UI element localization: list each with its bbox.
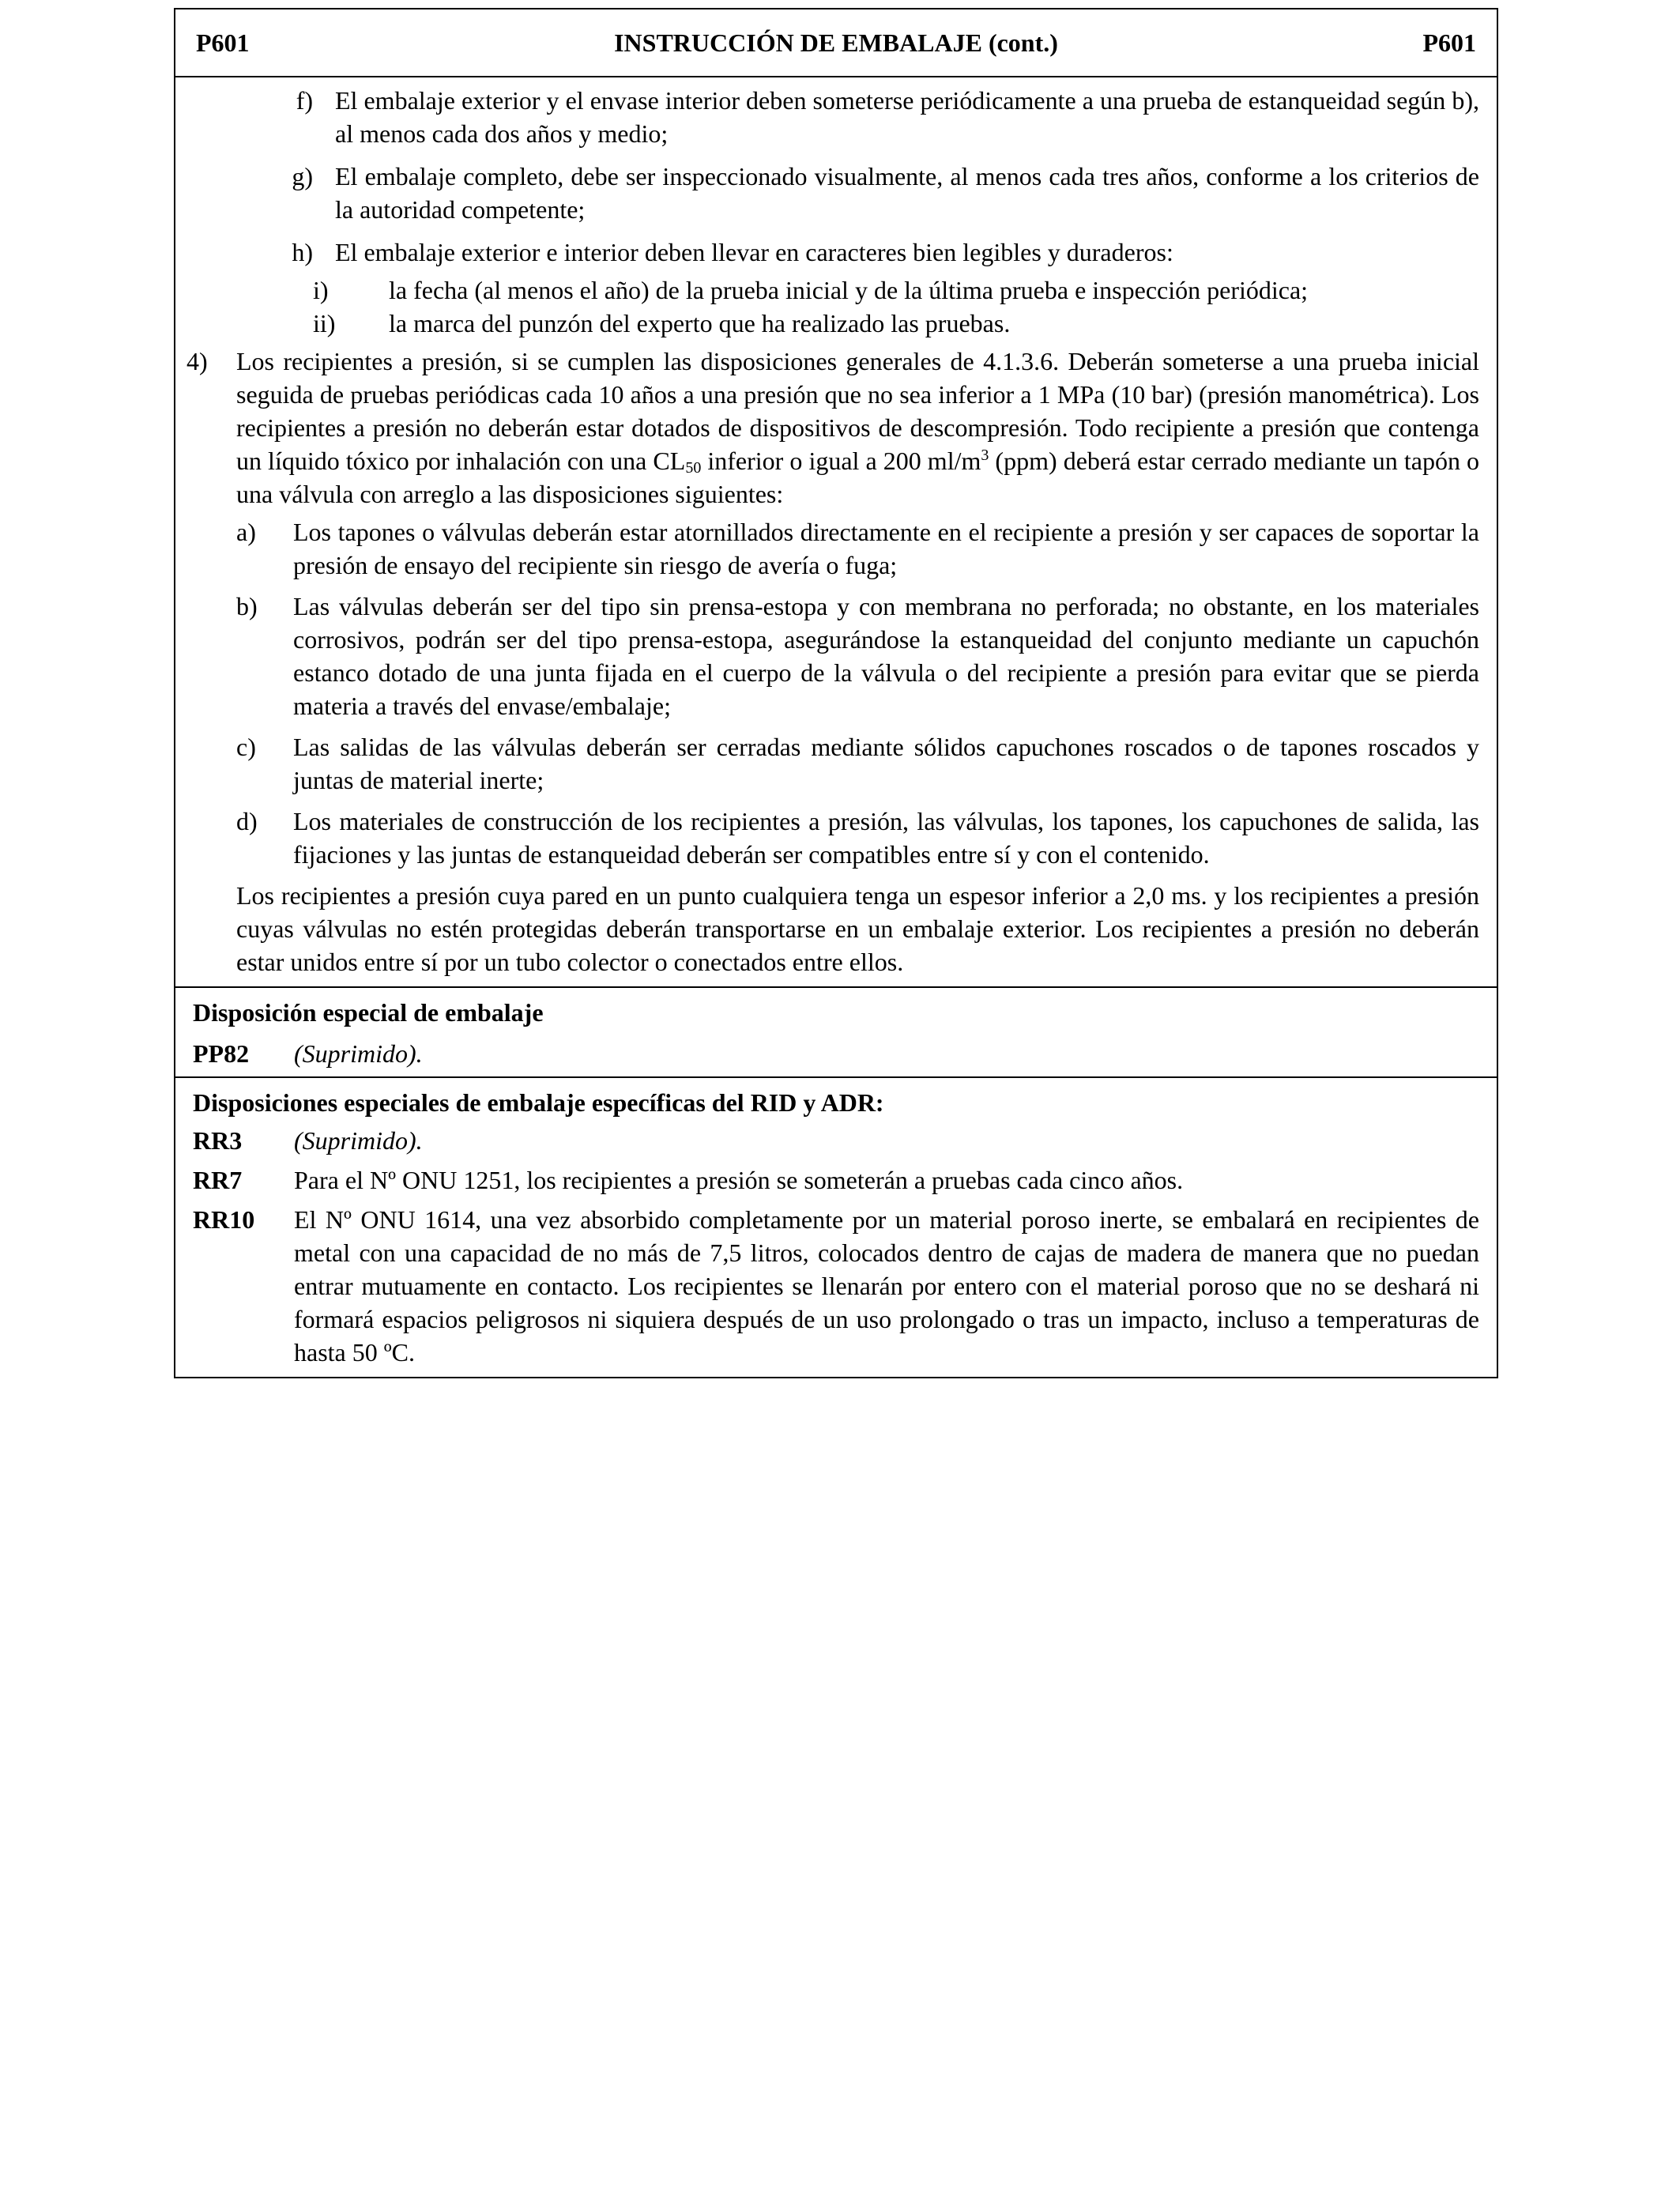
item-text: Los tapones o válvulas deberán estar atornillados directamente en el recipiente a presión y ser capaces de soportar la presión de ensayo del recipiente sin riesgo de avería o fuga; (293, 518, 1479, 579)
item4-text-part: (ppm) deberá estar cerrado mediante un tapón o una válvula con arreglo a las disposiciones siguientes: (236, 447, 1480, 508)
item-label: ii) (313, 309, 336, 337)
special-provision-section (175, 988, 1497, 1078)
provision-code: RR10 (193, 1205, 255, 1234)
provision-code: RR7 (193, 1166, 243, 1194)
item-label: a) (236, 518, 256, 546)
item-label: i) (313, 276, 329, 304)
list-item-ii (313, 307, 1479, 340)
item-text: El embalaje exterior y el envase interior deben someterse periódicamente a una prueba de estanqueidad según b), al menos cada dos años y medio; (335, 86, 1479, 148)
item-text: la marca del punzón del experto que ha realizado las pruebas. (389, 309, 1011, 337)
list-item-f (266, 84, 1479, 150)
section-heading: Disposición especial de embalaje (193, 998, 544, 1027)
packing-instruction-table (174, 8, 1498, 1378)
section-heading: Disposiciones especiales de embalaje específicas del RID y ADR: (193, 1088, 884, 1117)
provision-code: PP82 (193, 1039, 250, 1068)
superscript-3: 3 (981, 447, 989, 464)
provision-text: (Suprimido). (294, 1126, 423, 1155)
header-code-left: P601 (196, 28, 250, 57)
provision-text: El Nº ONU 1614, una vez absorbido completamente por un material poroso inerte, se embalará en recipientes de metal con una capacidad de no más de 7,5 litros, colocados dentro de cajas de madera de manera que no puedan entrar mutuamente en contacto. Los recipientes se llenarán por entero con el material poroso que no se deshará ni formará espacios peligrosos ni siquiera después de un uso prolongado o tras un impacto, incluso a temperaturas de hasta 50 ºC. (294, 1205, 1479, 1367)
list-item-b (236, 590, 1479, 722)
item-text: El embalaje completo, debe ser inspeccionado visualmente, al menos cada tres años, conforme a los criterios de la autoridad competente; (335, 162, 1479, 224)
list-item-g (266, 160, 1479, 226)
header-title: INSTRUCCIÓN DE EMBALAJE (cont.) (614, 28, 1058, 57)
subscript-50: 50 (685, 459, 702, 477)
item-text: la fecha (al menos el año) de la prueba inicial y de la última prueba e inspección periódica; (389, 276, 1309, 304)
item-label: d) (236, 807, 258, 835)
provision-row-pp82 (193, 1037, 1479, 1070)
closing-paragraph: Los recipientes a presión cuya pared en un punto cualquiera tenga un espesor inferior a 2,0 ms. y los recipientes a presión cuyas válvulas no estén protegidas deberán transportarse en un embalaje exterior. Los recipientes a presión no deberán estar unidos entre sí por un tubo colector o conectados entre ellos. (236, 881, 1479, 976)
provision-row-rr7 (193, 1163, 1479, 1197)
item-label: b) (236, 592, 258, 620)
item4-text-part: Los recipientes a presión, si se cumplen las disposiciones generales de 4.1.3.6. Deberán someterse a una prueba inicial seguida de pruebas periódicas cada 10 años a una presión que no sea inferior a 1 MPa (10 bar) (presión manométrica). Los recipientes a presión no deberán estar dotados de dispositivos de descompresión. Todo recipiente a presión que contenga un líquido tóxico por inhalación con una CL (236, 347, 1479, 475)
list-item-a (236, 515, 1479, 582)
item-text (236, 345, 1479, 511)
item-label: f) (296, 86, 313, 115)
list-item-4 (186, 345, 1479, 511)
rid-adr-provisions-section (175, 1078, 1497, 1377)
item-label: c) (236, 733, 256, 761)
item-label: g) (292, 162, 313, 190)
item-text: Las válvulas deberán ser del tipo sin prensa-estopa y con membrana no perforada; no obstante, en los materiales corrosivos, podrán ser del tipo prensa-estopa, asegurándose la estanqueidad del conjunto mediante un capuchón estanco dotado de una junta fijada en el cuerpo de la válvula o del recipiente a presión para evitar que se pierda materia a través del envase/embalaje; (293, 592, 1479, 720)
item-label: 4) (186, 347, 208, 375)
main-provisions (175, 77, 1497, 988)
list-item-h (266, 236, 1479, 269)
header-code-right: P601 (1422, 28, 1476, 57)
provision-row-rr3 (193, 1124, 1479, 1157)
provision-text: Para el Nº ONU 1251, los recipientes a presión se someterán a pruebas cada cinco años. (294, 1166, 1184, 1194)
table-header (175, 9, 1497, 77)
list-item-i (313, 273, 1479, 307)
item-text: Las salidas de las válvulas deberán ser cerradas mediante sólidos capuchones roscados o de tapones roscados y juntas de material inerte; (293, 733, 1479, 794)
list-item-d (236, 805, 1479, 871)
provision-text: (Suprimido). (294, 1039, 423, 1068)
item-text: Los materiales de construcción de los recipientes a presión, las válvulas, los tapones, los capuchones de salida, las fijaciones y las juntas de estanqueidad deberán ser compatibles entre sí y con el contenido. (293, 807, 1479, 869)
item-label: h) (292, 238, 313, 266)
provision-code: RR3 (193, 1126, 243, 1155)
item-text: El embalaje exterior e interior deben llevar en caracteres bien legibles y duraderos: (335, 238, 1173, 266)
item4-text-part: inferior o igual a 200 ml/m (701, 447, 981, 475)
list-item-c (236, 730, 1479, 797)
provision-row-rr10 (193, 1203, 1479, 1369)
